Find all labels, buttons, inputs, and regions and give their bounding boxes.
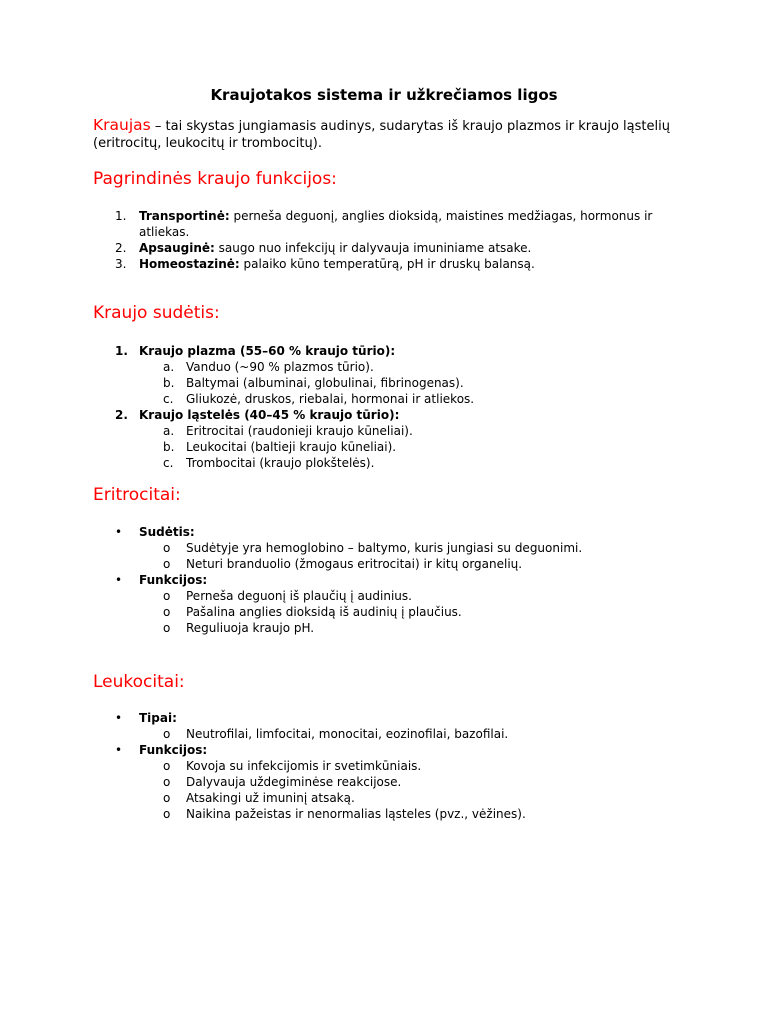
list-item: 1. Transportinė: perneša deguonį, anglies dioksidą, maistines medžiagas, hormonus ir atliekas. <box>115 209 653 239</box>
sub-list <box>93 540 683 572</box>
sub-list-item: o Perneša deguonį iš plaučių į audinius. <box>163 589 412 603</box>
sub-list <box>93 423 683 471</box>
list-item: • Tipai: o Neutrofilai, limfocitai, monocitai, eozinofilai, bazofilai. <box>93 710 683 742</box>
sub-list <box>93 726 683 742</box>
sub-list-item: o Reguliuoja kraujo pH. <box>163 621 315 635</box>
sub-list-item: o Sudėtyje yra hemoglobino – baltymo, kuris jungiasi su deguonimi. <box>163 541 583 555</box>
list-item: • Funkcijos: o Kovoja su infekcijomis ir svetimkūniais. o Dalyvauja uždegiminėse reakcijose. o Atsakingi už imuninį atsaką. o Naikina pažeistas ir nenormalias ląsteles (pvz., vėžines). <box>93 742 683 822</box>
sub-list <box>93 359 683 407</box>
list-item: • Funkcijos: o Perneša deguonį iš plaučių į audinius. o Pašalina anglies dioksidą iš audinių į plaučius. o Reguliuoja kraujo pH. <box>93 572 683 636</box>
functions-list <box>93 208 683 272</box>
sub-list-item: b. Baltymai (albuminai, globulinai, fibrinogenas). <box>163 376 464 390</box>
erythrocytes-list <box>93 524 683 636</box>
intro-paragraph <box>93 117 683 152</box>
sub-list-item: o Dalyvauja uždegiminėse reakcijose. <box>163 775 402 789</box>
sub-list <box>93 588 683 636</box>
sub-list-item: c. Trombocitai (kraujo plokštelės). <box>163 456 375 470</box>
intro-text: – tai skystas jungiamasis audinys, sudarytas iš kraujo plazmos ir kraujo ląstelių (eritrocitų, leukocitų ir trombocitų). <box>93 119 670 151</box>
leukocytes-list <box>93 710 683 822</box>
sub-list-item: o Atsakingi už imuninį atsaką. <box>163 791 355 805</box>
intro-term: Kraujas <box>93 116 151 134</box>
sub-list-item: o Neutrofilai, limfocitai, monocitai, eozinofilai, bazofilai. <box>163 727 509 741</box>
sub-list <box>93 758 683 822</box>
list-item: 1. Kraujo plazma (55–60 % kraujo tūrio): a. Vanduo (~90 % plazmos tūrio). b. Baltymai (albuminai, globulinai, fibrinogenas). c. Gliukozė, druskos, riebalai, hormonai ir atliekos. <box>93 343 683 407</box>
sub-list-item: o Naikina pažeistas ir nenormalias ląsteles (pvz., vėžines). <box>163 807 526 821</box>
sub-list-item: a. Eritrocitai (raudonieji kraujo kūneliai). <box>163 424 413 438</box>
list-item: 3. Homeostazinė: palaiko kūno temperatūrą, pH ir druskų balansą. <box>115 257 535 271</box>
list-item: • Sudėtis: o Sudėtyje yra hemoglobino – baltymo, kuris jungiasi su deguonimi. o Neturi branduolio (žmogaus eritrocitai) ir kitų organelių. <box>93 524 683 572</box>
sub-list-item: o Kovoja su infekcijomis ir svetimkūniais. <box>163 759 422 773</box>
sub-list-item: c. Gliukozė, druskos, riebalai, hormonai ir atliekos. <box>163 392 475 406</box>
composition-list <box>93 343 683 471</box>
composition-heading: Kraujo sudėtis: <box>93 303 220 323</box>
erythrocytes-heading: Eritrocitai: <box>93 485 181 505</box>
sub-list-item: b. Leukocitai (baltieji kraujo kūneliai). <box>163 440 397 454</box>
document-title: Kraujotakos sistema ir užkrečiamos ligos <box>210 86 558 104</box>
sub-list-item: a. Vanduo (~90 % plazmos tūrio). <box>163 360 374 374</box>
sub-list-item: o Neturi branduolio (žmogaus eritrocitai) ir kitų organelių. <box>163 557 523 571</box>
sub-list-item: o Pašalina anglies dioksidą iš audinių į plaučius. <box>163 605 462 619</box>
list-item: 2. Kraujo ląstelės (40–45 % kraujo tūrio): a. Eritrocitai (raudonieji kraujo kūneliai). b. Leukocitai (baltieji kraujo kūneliai). c. Trombocitai (kraujo plokštelės). <box>93 407 683 471</box>
functions-heading: Pagrindinės kraujo funkcijos: <box>93 169 337 189</box>
list-item: 2. Apsauginė: saugo nuo infekcijų ir dalyvauja imuniniame atsake. <box>115 241 532 255</box>
leukocytes-heading: Leukocitai: <box>93 672 185 692</box>
